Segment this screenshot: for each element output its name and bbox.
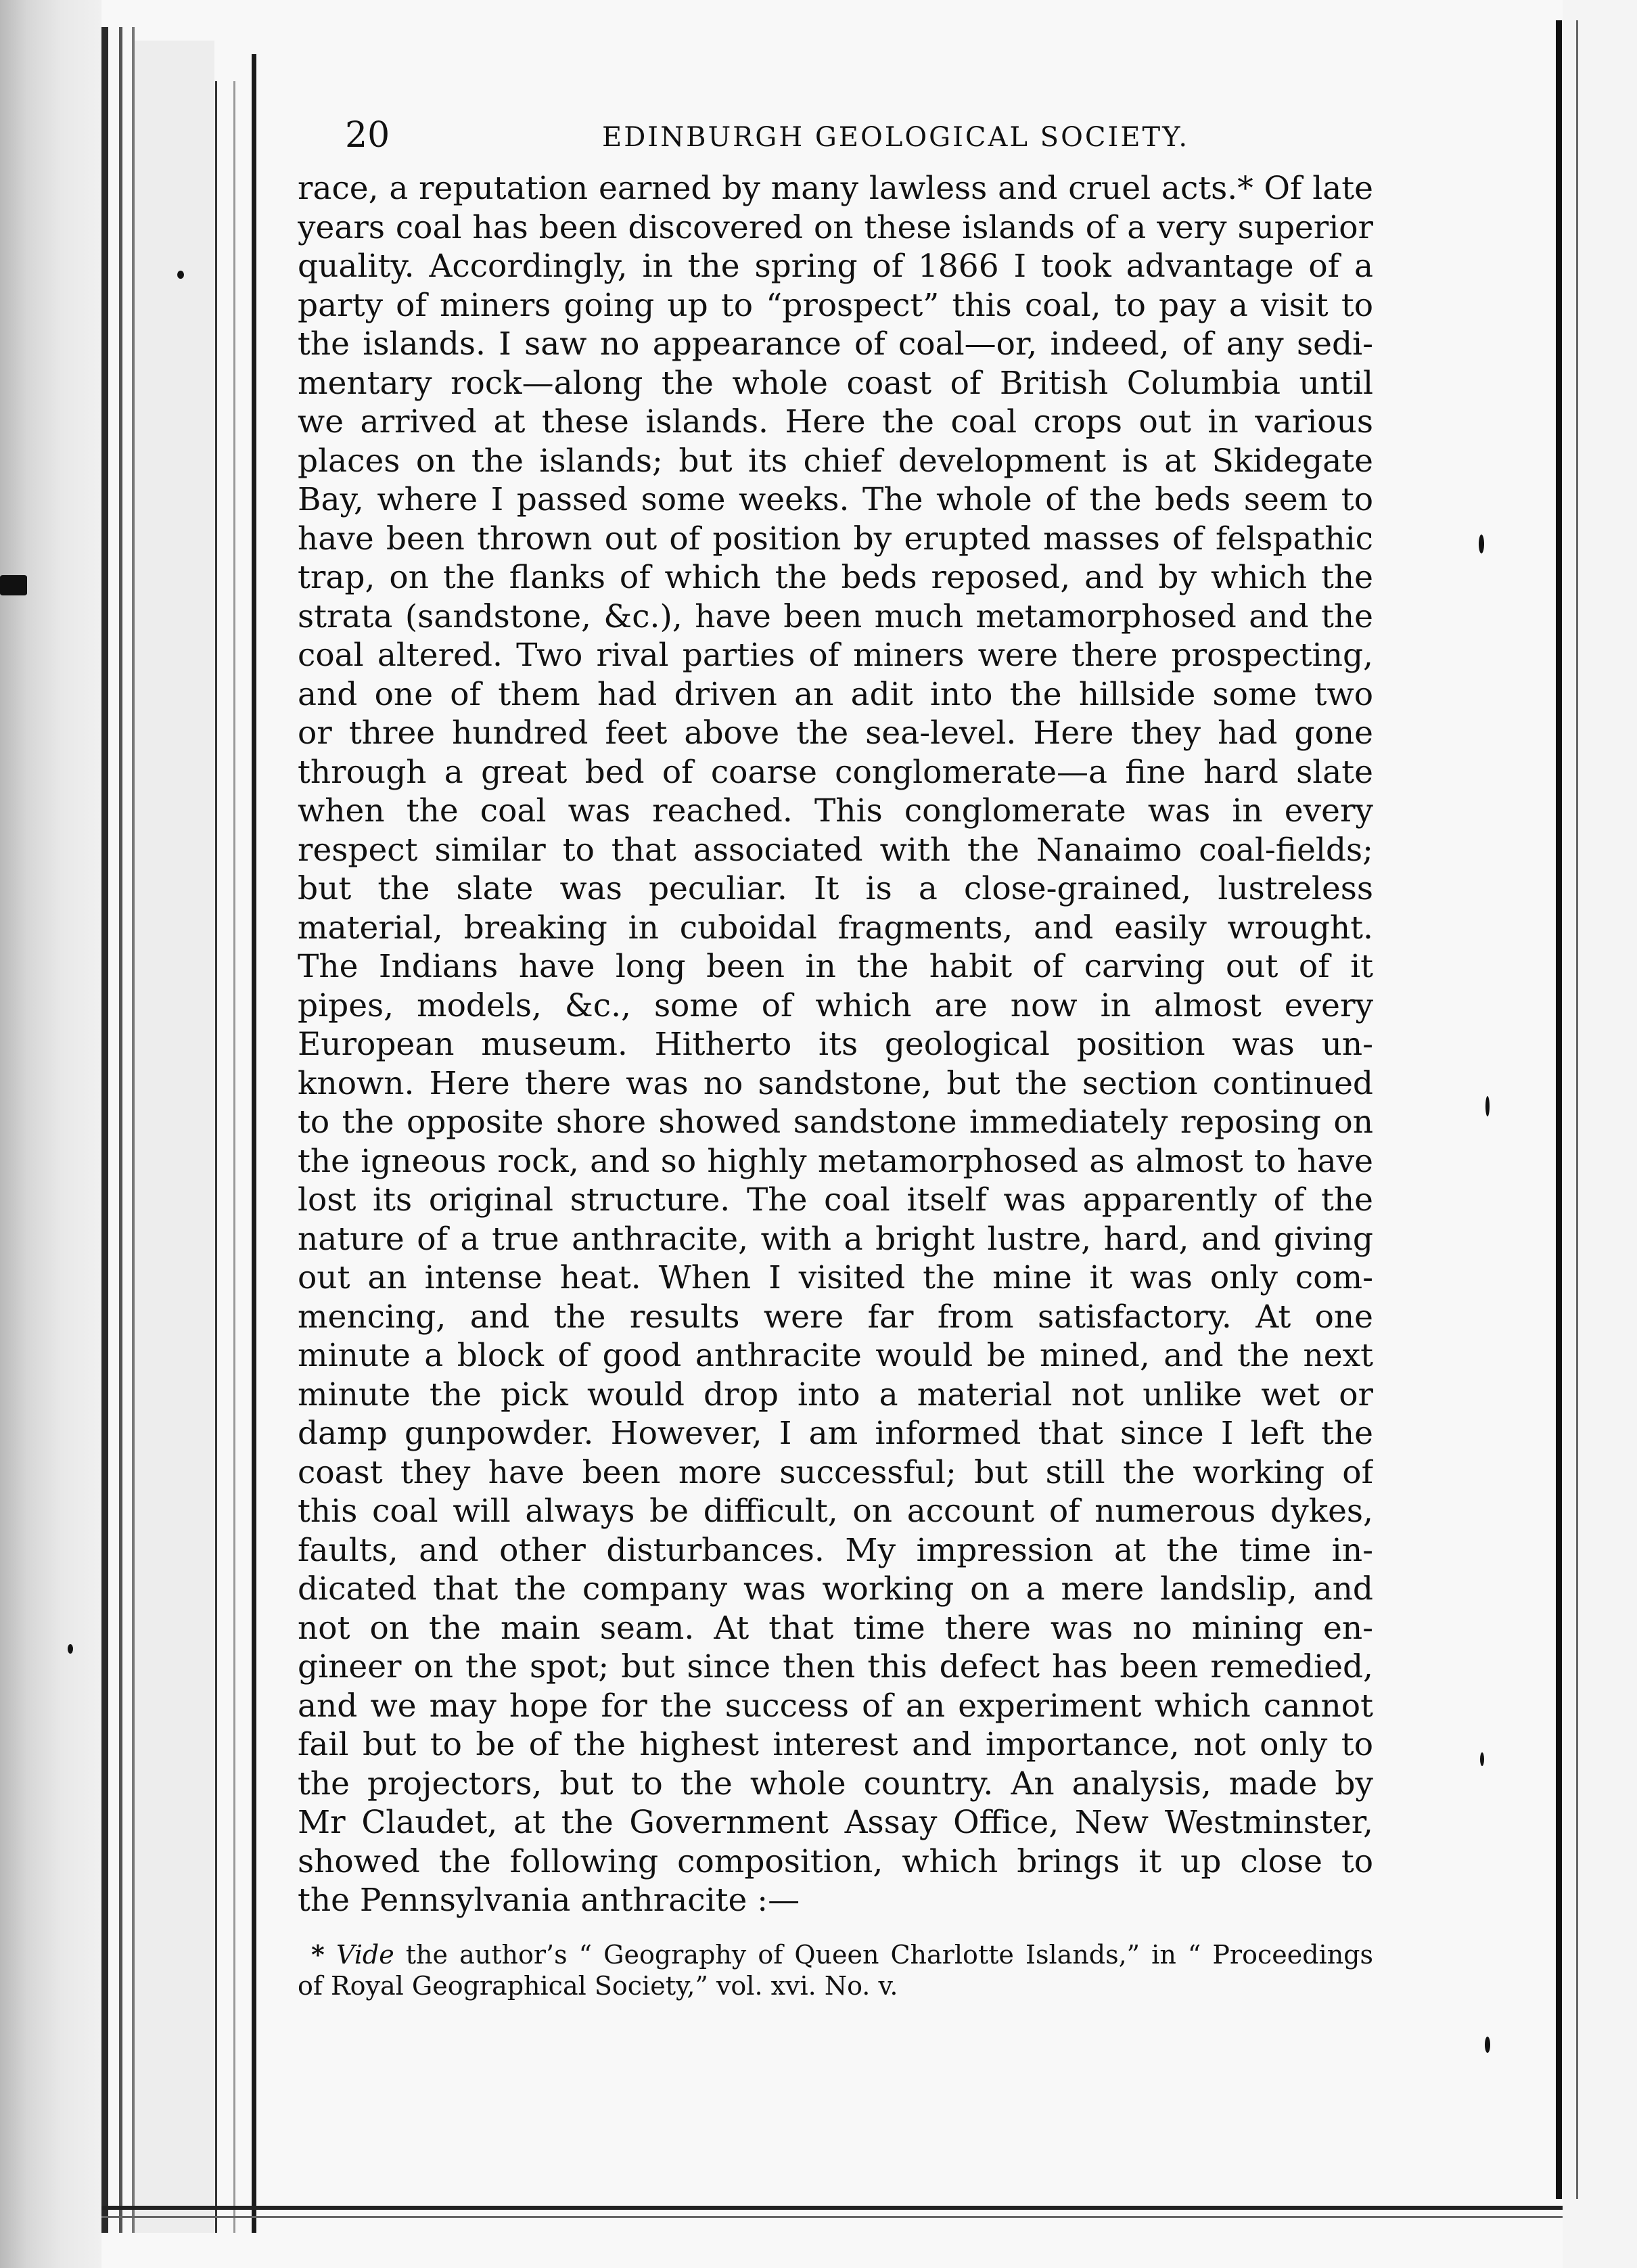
book-edge-line xyxy=(101,27,108,2233)
text-line: minute the pick would drop into a material not unlike wet or xyxy=(298,1376,1373,1413)
page-right-edge-shadow xyxy=(1576,20,1578,2199)
text-line: years coal has been discovered on these islands of a very superior xyxy=(298,208,1373,246)
text-line: fail but to be of the highest interest and importance, not only to xyxy=(298,1726,1373,1763)
scan-speck xyxy=(0,575,27,595)
scan-speck xyxy=(1480,1752,1484,1766)
text-line: race, a reputation earned by many lawless and cruel acts.* Of late xyxy=(298,170,1373,207)
text-line: damp gunpowder. However, I am informed that since I left the xyxy=(298,1415,1373,1452)
text-line: nature of a true anthracite, with a bright lustre, hard, and giving xyxy=(298,1220,1373,1258)
text-line: showed the following composition, which brings it up close to xyxy=(298,1842,1373,1880)
text-line: quality. Accordingly, in the spring of 1866 I took advantage of a xyxy=(298,248,1373,285)
text-line: and one of them had driven an adit into the hillside some two xyxy=(298,675,1373,713)
footnote-marker: * xyxy=(311,1938,325,1970)
text-line: The Indians have long been in the habit of carving out of it xyxy=(298,948,1373,985)
text-line: faults, and other disturbances. My impression at the time in- xyxy=(298,1531,1373,1569)
footnote-vide: Vide xyxy=(336,1939,394,1970)
text-line: Mr Claudet, at the Government Assay Office, New Westminster, xyxy=(298,1804,1373,1841)
text-line: lost its original structure. The coal itself was apparently of the xyxy=(298,1181,1373,1219)
page-bottom-edge xyxy=(101,2206,1563,2210)
book-page xyxy=(298,108,1373,2001)
footnote-line: of Royal Geographical Society,” vol. xvi. No. v. xyxy=(298,1970,898,2001)
text-line: mentary rock—along the whole coast of British Columbia until xyxy=(298,364,1373,402)
text-line: European museum. Hitherto its geological position was un- xyxy=(298,1026,1373,1063)
text-line: not on the main seam. At that time there was no mining en- xyxy=(298,1609,1373,1647)
book-edge-line xyxy=(132,27,135,2233)
text-line: the Pennsylvania anthracite :— xyxy=(298,1882,800,1919)
scan-speck xyxy=(68,1644,73,1654)
scan-speck xyxy=(1485,2037,1490,2053)
text-line: places on the islands; but its chief development is at Skidegate xyxy=(298,442,1373,480)
text-line: to the opposite shore showed sandstone immediately reposing on xyxy=(298,1104,1373,1141)
page-bottom-edge-shadow xyxy=(101,2216,1563,2218)
book-edge-line xyxy=(215,81,217,2233)
text-line: mencing, and the results were far from satisfactory. At one xyxy=(298,1298,1373,1336)
text-line: but the slate was peculiar. It is a close-grained, lustreless xyxy=(298,870,1373,907)
text-line: respect similar to that associated with the Nanaimo coal-fields; xyxy=(298,831,1373,869)
text-line: the projectors, but to the whole country. An analysis, made by xyxy=(298,1765,1373,1802)
text-line: or three hundred feet above the sea-level. Here they had gone xyxy=(298,715,1373,752)
page-number: 20 xyxy=(345,115,390,156)
book-spine-shadow xyxy=(0,0,101,2268)
footnote xyxy=(298,1939,1373,2001)
running-head-title: EDINBURGH GEOLOGICAL SOCIETY. xyxy=(602,122,1190,153)
text-line: minute a block of good anthracite would be mined, and the next xyxy=(298,1337,1373,1374)
footnote-line xyxy=(298,1939,1373,1970)
body-paragraph xyxy=(298,169,1373,1920)
text-line: this coal will always be difficult, on account of numerous dykes, xyxy=(298,1493,1373,1530)
text-line: the islands. I saw no appearance of coal—or, indeed, of any sedi- xyxy=(298,325,1373,363)
text-line: through a great bed of coarse conglomerate—a fine hard slate xyxy=(298,753,1373,791)
text-line: coal altered. Two rival parties of miners were there prospecting, xyxy=(298,637,1373,674)
running-head xyxy=(298,108,1373,169)
text-line: we arrived at these islands. Here the coal crops out in various xyxy=(298,403,1373,440)
book-spine-gap xyxy=(135,41,214,2233)
book-edge-line xyxy=(119,27,122,2233)
text-line: and we may hope for the success of an experiment which cannot xyxy=(298,1687,1373,1725)
text-line: known. Here there was no sandstone, but the section continued xyxy=(298,1064,1373,1102)
right-margin-background xyxy=(1563,0,1637,2268)
page-left-edge xyxy=(252,54,256,2233)
book-edge-line xyxy=(233,81,235,2233)
text-line: the igneous rock, and so highly metamorphosed as almost to have xyxy=(298,1142,1373,1180)
text-line: Bay, where I passed some weeks. The whole of the beds seem to xyxy=(298,481,1373,518)
page-right-edge xyxy=(1556,20,1562,2199)
text-line: coast they have been more successful; but still the working of xyxy=(298,1453,1373,1491)
scan-speck xyxy=(1485,1096,1490,1116)
text-line: dicated that the company was working on a mere landslip, and xyxy=(298,1570,1373,1608)
text-line: material, breaking in cuboidal fragments, and easily wrought. xyxy=(298,909,1373,947)
text-line: party of miners going up to “prospect” this coal, to pay a visit to xyxy=(298,286,1373,324)
text-line: strata (sandstone, &c.), have been much metamorphosed and the xyxy=(298,597,1373,635)
text-line: out an intense heat. When I visited the mine it was only com- xyxy=(298,1259,1373,1296)
text-line: trap, on the flanks of which the beds reposed, and by which the xyxy=(298,559,1373,596)
text-line: have been thrown out of position by erupted masses of felspathic xyxy=(298,520,1373,558)
scan-speck xyxy=(177,271,184,279)
footnote-text: the author’s “ Geography of Queen Charlotte Islands,” in “ Proceedings xyxy=(405,1939,1373,1970)
scan-speck xyxy=(1479,535,1484,553)
text-line: when the coal was reached. This conglomerate was in every xyxy=(298,792,1373,830)
text-line: gineer on the spot; but since then this defect has been remedied, xyxy=(298,1648,1373,1685)
text-line: pipes, models, &c., some of which are now in almost every xyxy=(298,986,1373,1024)
